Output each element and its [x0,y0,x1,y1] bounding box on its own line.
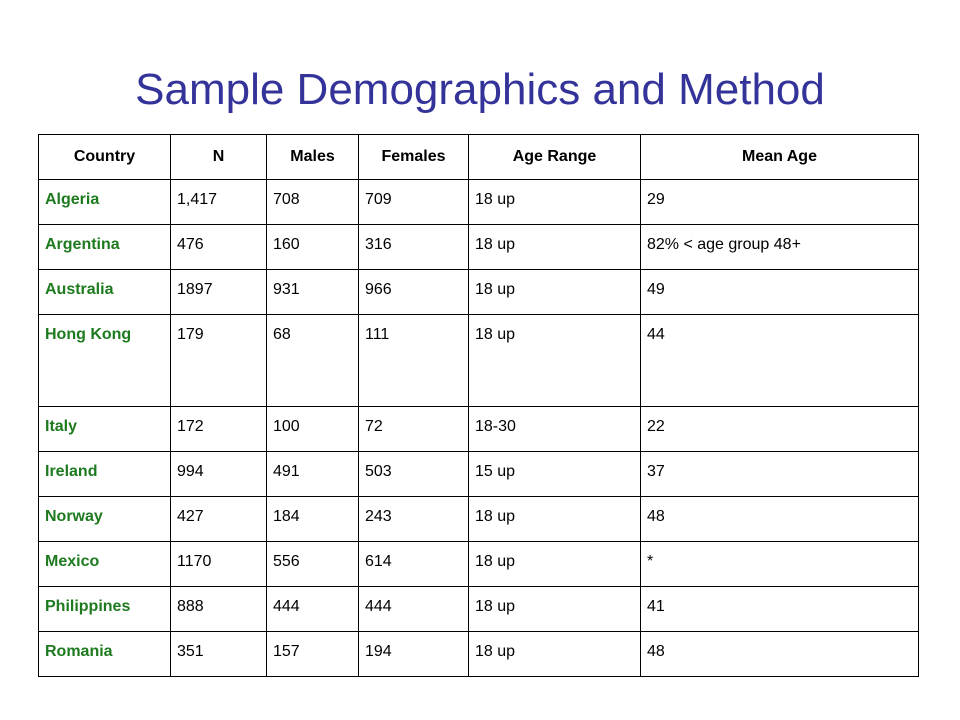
header-males: Males [267,135,359,180]
table-row [39,225,919,270]
females-cell: 72 [359,407,469,452]
mean-age-cell: 44 [641,315,919,407]
mean-age-cell: * [641,542,919,587]
n-cell: 427 [171,497,267,542]
country-cell: Argentina [39,225,171,270]
demographics-table [38,134,919,677]
females-cell: 614 [359,542,469,587]
age-range-cell: 18 up [469,632,641,677]
age-range-cell: 15 up [469,452,641,497]
females-cell: 444 [359,587,469,632]
table-row [39,452,919,497]
table-row [39,497,919,542]
n-cell: 994 [171,452,267,497]
n-cell: 351 [171,632,267,677]
table-row [39,180,919,225]
country-cell: Norway [39,497,171,542]
age-range-cell: 18-30 [469,407,641,452]
table-row [39,542,919,587]
males-cell: 184 [267,497,359,542]
header-country: Country [39,135,171,180]
country-cell: Romania [39,632,171,677]
n-cell: 1897 [171,270,267,315]
age-range-cell: 18 up [469,180,641,225]
mean-age-cell: 41 [641,587,919,632]
age-range-cell: 18 up [469,497,641,542]
mean-age-cell: 48 [641,632,919,677]
table-row [39,407,919,452]
females-cell: 243 [359,497,469,542]
n-cell: 888 [171,587,267,632]
header-mean-age: Mean Age [641,135,919,180]
header-row [39,135,919,180]
mean-age-cell: 22 [641,407,919,452]
mean-age-cell: 48 [641,497,919,542]
header-age-range: Age Range [469,135,641,180]
age-range-cell: 18 up [469,225,641,270]
n-cell: 179 [171,315,267,407]
age-range-cell: 18 up [469,542,641,587]
table-row [39,270,919,315]
country-cell: Philippines [39,587,171,632]
males-cell: 100 [267,407,359,452]
males-cell: 68 [267,315,359,407]
country-cell: Australia [39,270,171,315]
age-range-cell: 18 up [469,587,641,632]
females-cell: 503 [359,452,469,497]
country-cell: Mexico [39,542,171,587]
country-cell: Algeria [39,180,171,225]
females-cell: 194 [359,632,469,677]
age-range-cell: 18 up [469,270,641,315]
age-range-cell: 18 up [469,315,641,407]
mean-age-cell: 82% < age group 48+ [641,225,919,270]
males-cell: 931 [267,270,359,315]
males-cell: 556 [267,542,359,587]
mean-age-cell: 29 [641,180,919,225]
n-cell: 172 [171,407,267,452]
header-n: N [171,135,267,180]
mean-age-cell: 37 [641,452,919,497]
females-cell: 709 [359,180,469,225]
males-cell: 444 [267,587,359,632]
header-females: Females [359,135,469,180]
table-row [39,632,919,677]
males-cell: 157 [267,632,359,677]
females-cell: 316 [359,225,469,270]
females-cell: 111 [359,315,469,407]
n-cell: 1170 [171,542,267,587]
mean-age-cell: 49 [641,270,919,315]
females-cell: 966 [359,270,469,315]
table-row [39,315,919,407]
country-cell: Italy [39,407,171,452]
males-cell: 160 [267,225,359,270]
n-cell: 476 [171,225,267,270]
males-cell: 491 [267,452,359,497]
table-row [39,587,919,632]
country-cell: Hong Kong [39,315,171,407]
country-cell: Ireland [39,452,171,497]
males-cell: 708 [267,180,359,225]
slide-title: Sample Demographics and Method [135,65,825,114]
n-cell: 1,417 [171,180,267,225]
